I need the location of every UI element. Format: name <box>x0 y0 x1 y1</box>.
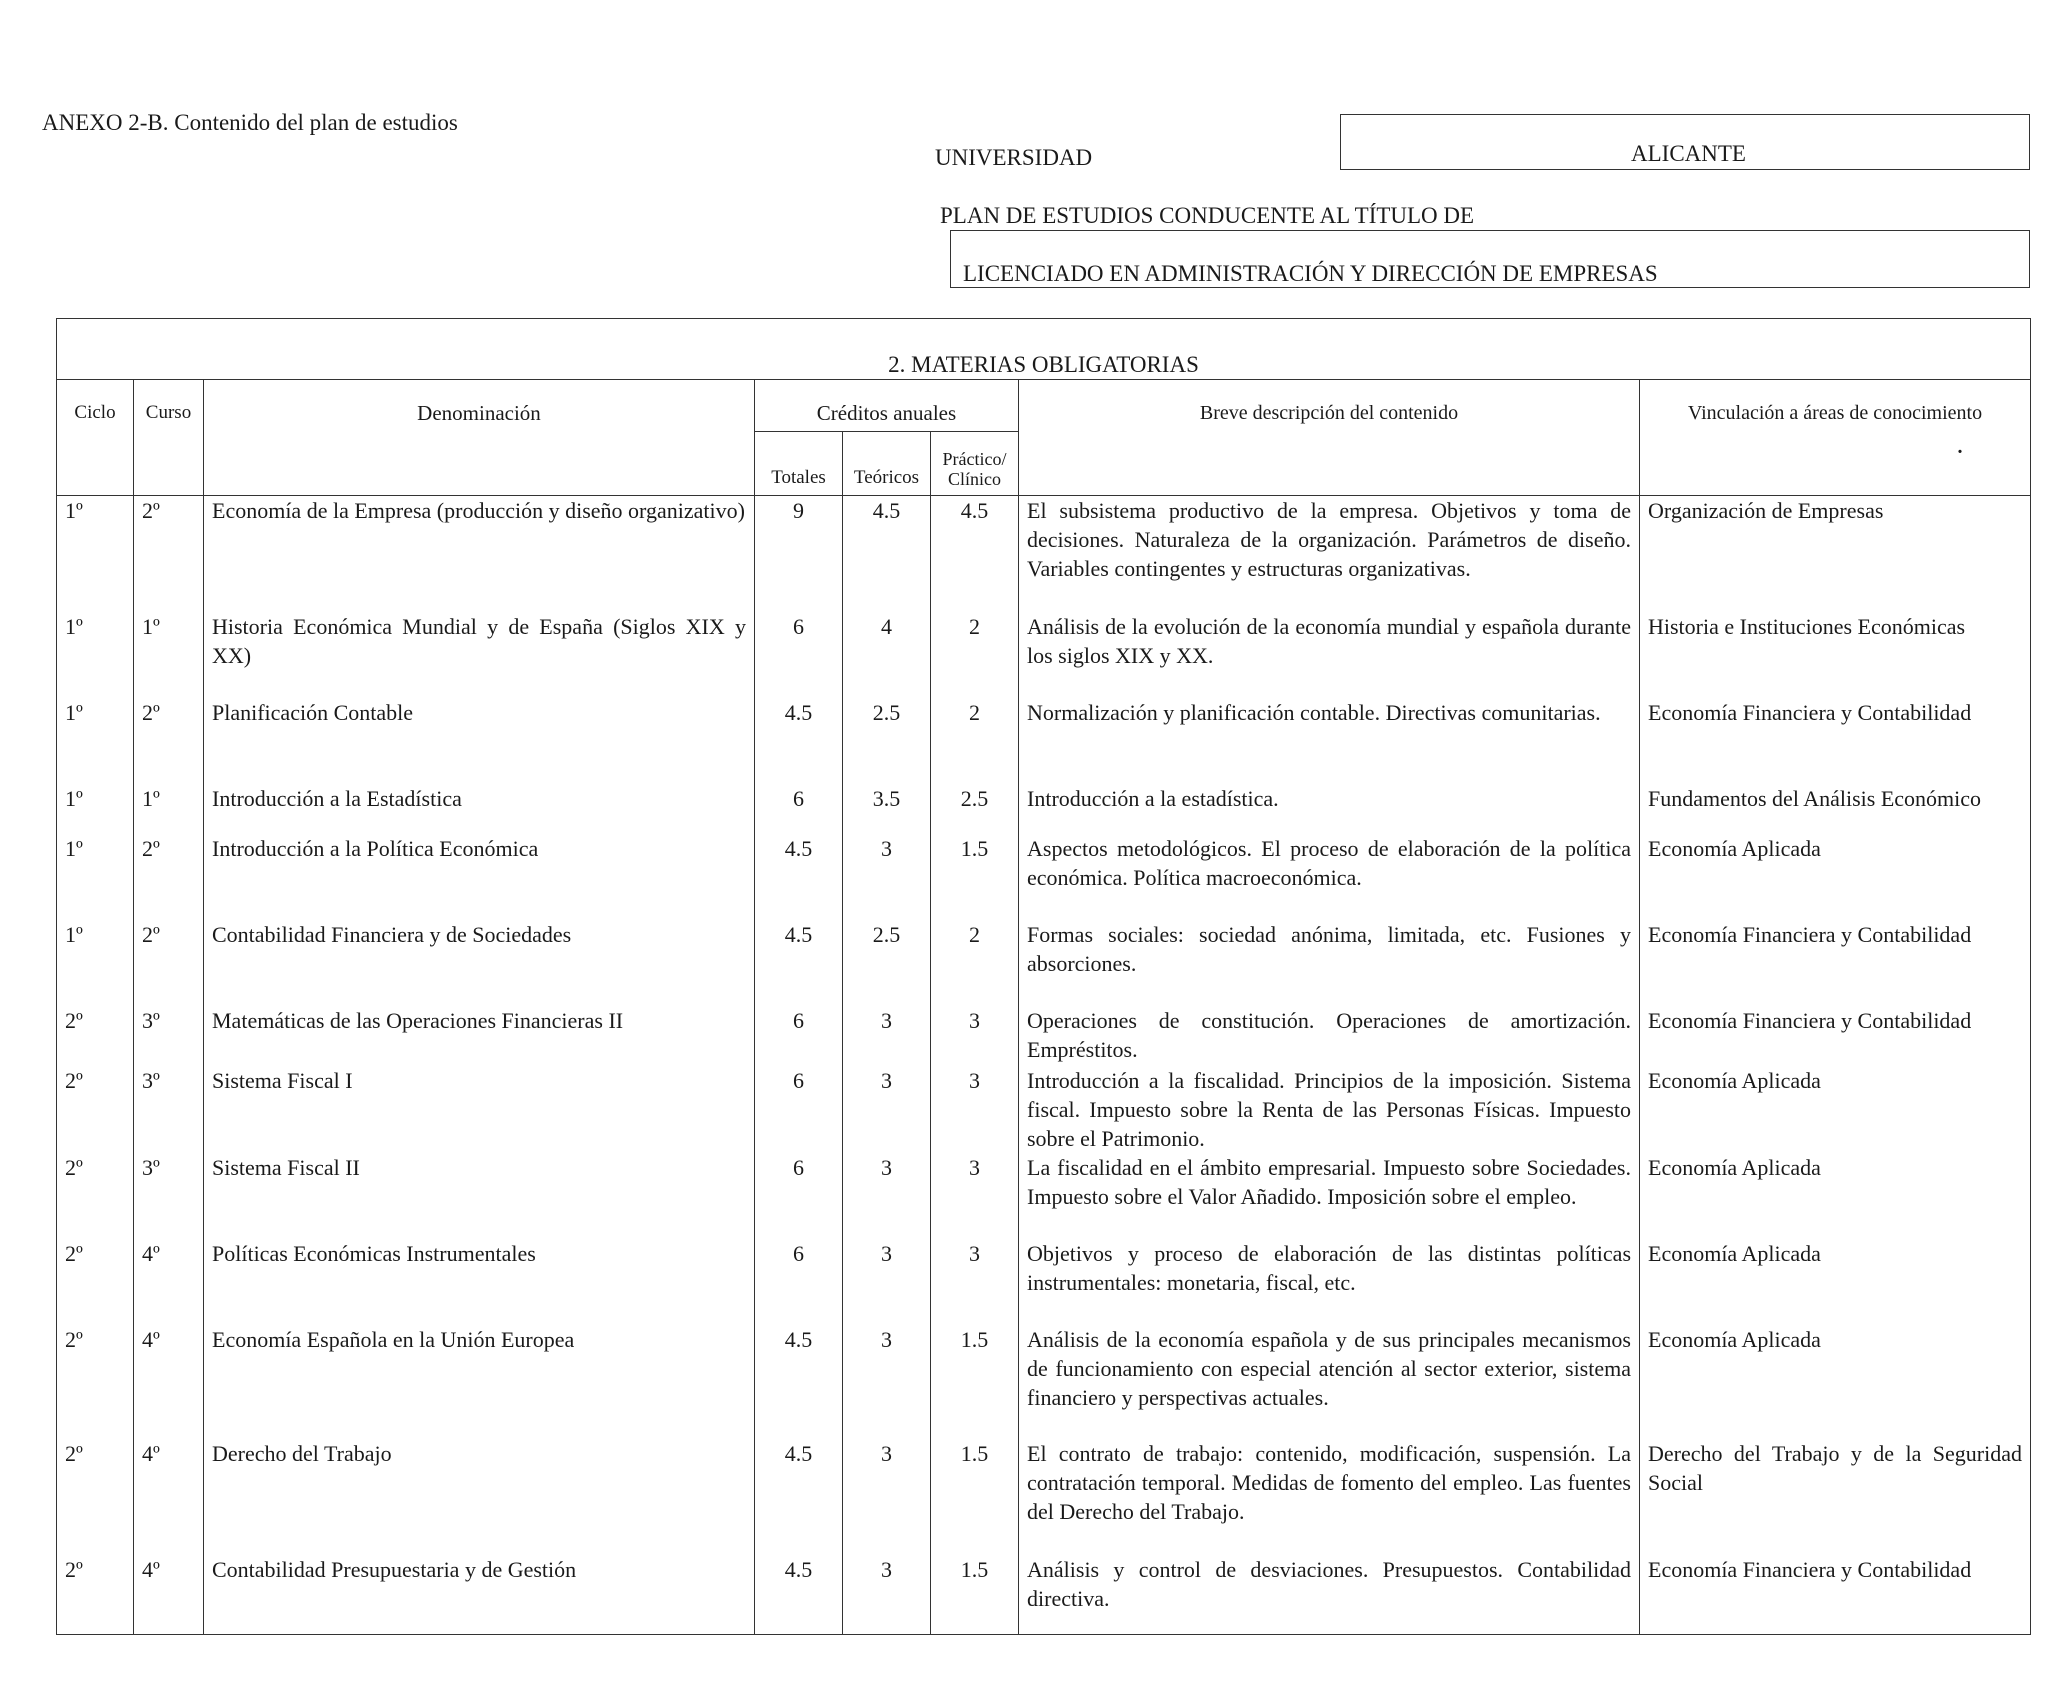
university-label: UNIVERSIDAD <box>935 145 1093 170</box>
cell-practico: 2.5 <box>931 784 1019 834</box>
cell-ciclo: 1º <box>57 784 134 834</box>
table-row <box>57 496 2031 612</box>
cell-vinculacion: Economía Financiera y Contabilidad <box>1640 1555 2031 1635</box>
cell-totales: 4.5 <box>755 1439 843 1555</box>
cell-denominacion: Contabilidad Presupuestaria y de Gestión <box>204 1555 755 1635</box>
section-title: 2. MATERIAS OBLIGATORIAS <box>57 319 2031 380</box>
cell-vinculacion: Economía Financiera y Contabilidad <box>1640 920 2031 1006</box>
cell-descripcion: Operaciones de constitución. Operaciones de amortización. Empréstitos. <box>1019 1006 1640 1066</box>
table-row <box>57 1066 2031 1153</box>
cell-vinculacion: Economía Financiera y Contabilidad <box>1640 698 2031 784</box>
cell-curso: 2º <box>134 920 204 1006</box>
cell-totales: 6 <box>755 1239 843 1325</box>
cell-practico: 2 <box>931 920 1019 1006</box>
university-value: ALICANTE <box>1631 141 1746 166</box>
cell-totales: 4.5 <box>755 1325 843 1439</box>
table-row <box>57 1239 2031 1325</box>
cell-ciclo: 2º <box>57 1066 134 1153</box>
cell-teoricos: 2.5 <box>843 920 931 1006</box>
cell-teoricos: 3 <box>843 1066 931 1153</box>
cell-totales: 4.5 <box>755 698 843 784</box>
cell-teoricos: 3 <box>843 1439 931 1555</box>
cell-denominacion: Introducción a la Estadística <box>204 784 755 834</box>
cell-totales: 6 <box>755 612 843 698</box>
cell-ciclo: 1º <box>57 920 134 1006</box>
cell-ciclo: 1º <box>57 698 134 784</box>
university-box <box>1340 114 2030 170</box>
cell-practico: 3 <box>931 1153 1019 1239</box>
cell-vinculacion: Derecho del Trabajo y de la Seguridad Social <box>1640 1439 2031 1555</box>
table-row <box>57 784 2031 834</box>
header-denominacion: Denominación <box>204 380 755 496</box>
header-totales: Totales <box>755 432 843 496</box>
cell-totales: 9 <box>755 496 843 612</box>
cell-teoricos: 3.5 <box>843 784 931 834</box>
cell-curso: 2º <box>134 496 204 612</box>
cell-practico: 2 <box>931 612 1019 698</box>
header-teoricos: Teóricos <box>843 432 931 496</box>
cell-teoricos: 4.5 <box>843 496 931 612</box>
header-vinculacion-text: Vinculación a áreas de conocimiento <box>1687 402 1983 424</box>
cell-curso: 4º <box>134 1239 204 1325</box>
cell-descripcion: El subsistema productivo de la empresa. Objetivos y toma de decisiones. Naturaleza de la organización. Parámetros de diseño. Variables contingentes y estructuras organizativas. <box>1019 496 1640 612</box>
cell-curso: 1º <box>134 784 204 834</box>
header-vinculacion <box>1640 380 2031 496</box>
cell-curso: 4º <box>134 1555 204 1635</box>
cell-totales: 4.5 <box>755 920 843 1006</box>
cell-ciclo: 2º <box>57 1555 134 1635</box>
plan-box <box>950 230 2030 288</box>
cell-practico: 3 <box>931 1006 1019 1066</box>
cell-descripcion: Aspectos metodológicos. El proceso de elaboración de la política económica. Política macroeconómica. <box>1019 834 1640 920</box>
cell-descripcion: Introducción a la estadística. <box>1019 784 1640 834</box>
table-row <box>57 1153 2031 1239</box>
cell-teoricos: 3 <box>843 1325 931 1439</box>
cell-practico: 1.5 <box>931 834 1019 920</box>
header-creditos: Créditos anuales <box>755 380 1019 432</box>
cell-denominacion: Economía de la Empresa (producción y diseño organizativo) <box>204 496 755 612</box>
cell-vinculacion: Economía Financiera y Contabilidad <box>1640 1006 2031 1066</box>
cell-ciclo: 1º <box>57 612 134 698</box>
header-practico: Práctico/ Clínico <box>931 432 1019 496</box>
cell-curso: 2º <box>134 834 204 920</box>
cell-totales: 4.5 <box>755 1555 843 1635</box>
cell-denominacion: Economía Española en la Unión Europea <box>204 1325 755 1439</box>
cell-ciclo: 2º <box>57 1006 134 1066</box>
cell-curso: 3º <box>134 1066 204 1153</box>
cell-vinculacion: Economía Aplicada <box>1640 1239 2031 1325</box>
cell-teoricos: 3 <box>843 1006 931 1066</box>
table-row <box>57 920 2031 1006</box>
subjects-table-body <box>57 496 2031 1635</box>
cell-denominacion: Contabilidad Financiera y de Sociedades <box>204 920 755 1006</box>
cell-totales: 6 <box>755 1153 843 1239</box>
cell-descripcion: El contrato de trabajo: contenido, modificación, suspensión. La contratación temporal. Medidas de fomento del empleo. Las fuentes del Derecho del Trabajo. <box>1019 1439 1640 1555</box>
cell-practico: 3 <box>931 1066 1019 1153</box>
cell-totales: 6 <box>755 1066 843 1153</box>
cell-teoricos: 3 <box>843 1153 931 1239</box>
cell-vinculacion: Economía Aplicada <box>1640 1325 2031 1439</box>
cell-curso: 4º <box>134 1325 204 1439</box>
cell-descripcion: Análisis de la evolución de la economía mundial y española durante los siglos XIX y XX. <box>1019 612 1640 698</box>
cell-practico: 1.5 <box>931 1555 1019 1635</box>
cell-curso: 4º <box>134 1439 204 1555</box>
cell-teoricos: 3 <box>843 1555 931 1635</box>
cell-descripcion: Formas sociales: sociedad anónima, limitada, etc. Fusiones y absorciones. <box>1019 920 1640 1006</box>
cell-vinculacion: Historia e Instituciones Económicas <box>1640 612 2031 698</box>
cell-denominacion: Matemáticas de las Operaciones Financieras II <box>204 1006 755 1066</box>
table-row <box>57 612 2031 698</box>
cell-denominacion: Sistema Fiscal I <box>204 1066 755 1153</box>
cell-teoricos: 2.5 <box>843 698 931 784</box>
cell-denominacion: Historia Económica Mundial y de España (Siglos XIX y XX) <box>204 612 755 698</box>
header-curso: Curso <box>134 380 204 496</box>
cell-vinculacion: Economía Aplicada <box>1640 834 2031 920</box>
cell-practico: 1.5 <box>931 1439 1019 1555</box>
table-row <box>57 1006 2031 1066</box>
cell-ciclo: 2º <box>57 1153 134 1239</box>
cell-ciclo: 2º <box>57 1239 134 1325</box>
header-descripcion: Breve descripción del contenido <box>1019 380 1640 496</box>
cell-descripcion: Objetivos y proceso de elaboración de las distintas políticas instrumentales: monetaria, fiscal, etc. <box>1019 1239 1640 1325</box>
cell-denominacion: Planificación Contable <box>204 698 755 784</box>
table-row <box>57 1439 2031 1555</box>
cell-vinculacion: Fundamentos del Análisis Económico <box>1640 784 2031 834</box>
cell-ciclo: 1º <box>57 496 134 612</box>
plan-value: LICENCIADO EN ADMINISTRACIÓN Y DIRECCIÓN DE EMPRESAS <box>963 261 1658 286</box>
header-vinculacion-mark: . <box>1957 436 1963 458</box>
cell-curso: 1º <box>134 612 204 698</box>
table-row <box>57 1325 2031 1439</box>
cell-descripcion: Análisis y control de desviaciones. Presupuestos. Contabilidad directiva. <box>1019 1555 1640 1635</box>
cell-denominacion: Introducción a la Política Económica <box>204 834 755 920</box>
cell-teoricos: 4 <box>843 612 931 698</box>
table-row <box>57 1555 2031 1635</box>
cell-denominacion: Políticas Económicas Instrumentales <box>204 1239 755 1325</box>
cell-denominacion: Sistema Fiscal II <box>204 1153 755 1239</box>
cell-vinculacion: Economía Aplicada <box>1640 1153 2031 1239</box>
cell-vinculacion: Economía Aplicada <box>1640 1066 2031 1153</box>
cell-ciclo: 1º <box>57 834 134 920</box>
cell-descripcion: Introducción a la fiscalidad. Principios de la imposición. Sistema fiscal. Impuesto sobre la Renta de las Personas Físicas. Impuesto sobre el Patrimonio. <box>1019 1066 1640 1153</box>
cell-practico: 1.5 <box>931 1325 1019 1439</box>
cell-practico: 3 <box>931 1239 1019 1325</box>
cell-teoricos: 3 <box>843 834 931 920</box>
table-row <box>57 834 2031 920</box>
cell-ciclo: 2º <box>57 1325 134 1439</box>
cell-descripcion: Análisis de la economía española y de sus principales mecanismos de funcionamiento con especial atención al sector exterior, sistema financiero y perspectivas actuales. <box>1019 1325 1640 1439</box>
cell-curso: 3º <box>134 1153 204 1239</box>
cell-vinculacion: Organización de Empresas <box>1640 496 2031 612</box>
cell-descripcion: La fiscalidad en el ámbito empresarial. Impuesto sobre Sociedades. Impuesto sobre el Valor Añadido. Imposición sobre el empleo. <box>1019 1153 1640 1239</box>
cell-ciclo: 2º <box>57 1439 134 1555</box>
annex-title: ANEXO 2-B. Contenido del plan de estudios <box>42 110 458 135</box>
plan-label: PLAN DE ESTUDIOS CONDUCENTE AL TÍTULO DE <box>940 203 1475 228</box>
cell-teoricos: 3 <box>843 1239 931 1325</box>
table-row <box>57 698 2031 784</box>
subjects-table <box>56 318 2031 1635</box>
cell-totales: 6 <box>755 784 843 834</box>
cell-practico: 4.5 <box>931 496 1019 612</box>
cell-denominacion: Derecho del Trabajo <box>204 1439 755 1555</box>
cell-totales: 4.5 <box>755 834 843 920</box>
cell-practico: 2 <box>931 698 1019 784</box>
cell-curso: 3º <box>134 1006 204 1066</box>
cell-descripcion: Normalización y planificación contable. Directivas comunitarias. <box>1019 698 1640 784</box>
header-ciclo: Ciclo <box>57 380 134 496</box>
cell-curso: 2º <box>134 698 204 784</box>
cell-totales: 6 <box>755 1006 843 1066</box>
